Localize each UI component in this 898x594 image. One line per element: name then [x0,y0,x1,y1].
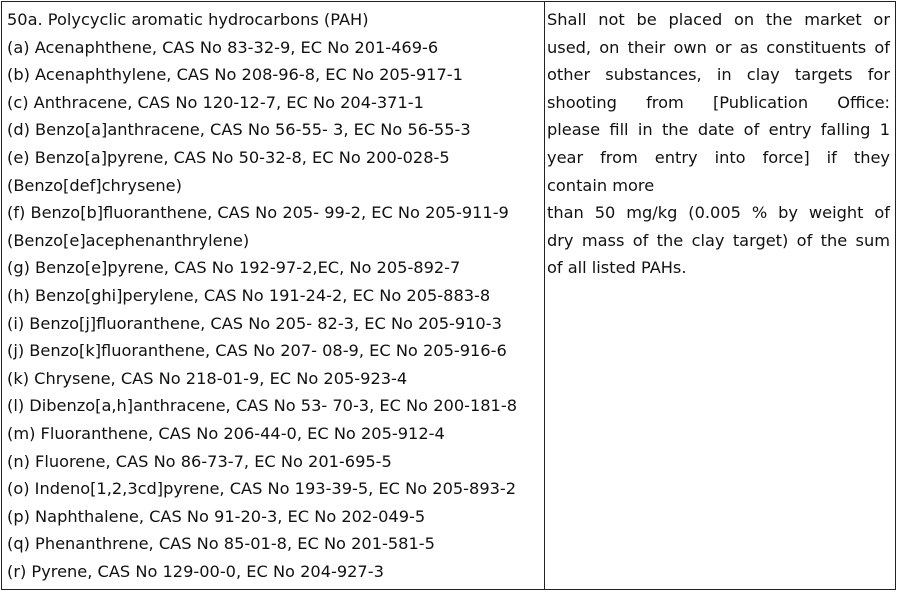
substance-line: (l) Dibenzo[a,h]anthracene, CAS No 53- 70-3, EC No 200-181-8 [7,396,517,416]
substance-line: (c) Anthracene, CAS No 120-12-7, EC No 204-371-1 [7,92,424,112]
condition-line: shooting from [Publication Office: [547,92,890,112]
condition-line: please fill in the date of entry falling 1 [547,120,890,140]
substance-line: (Benzo[e]acephenanthrylene) [7,230,250,250]
restriction-entry-table [1,1,896,590]
condition-line: used, on their own or as constituents of [547,37,890,57]
substance-line: (g) Benzo[e]pyrene, CAS No 192-97-2,EC, No 205-892-7 [7,258,461,278]
substance-line: (j) Benzo[k]fluoranthene, CAS No 207- 08-9, EC No 205-916-6 [7,341,507,361]
substance-line: (b) Acenaphthylene, CAS No 208-96-8, EC No 205-917-1 [7,65,463,85]
substance-line: (a) Acenaphthene, CAS No 83-32-9, EC No 201-469-6 [7,37,439,57]
condition-line: Shall not be placed on the market or [547,10,890,29]
substance-line: (e) Benzo[a]pyrene, CAS No 50-32-8, EC No 200-028-5 [7,147,450,167]
substance-line: (k) Chrysene, CAS No 218-01-9, EC No 205-923-4 [7,368,408,388]
substance-line: (h) Benzo[ghi]perylene, CAS No 191-24-2, EC No 205-883-8 [7,285,491,305]
condition-line: other substances, in clay targets for [547,65,890,85]
substance-line: (d) Benzo[a]anthracene, CAS No 56-55- 3, EC No 56-55-3 [7,120,471,140]
substance-line: (r) Pyrene, CAS No 129-00-0, EC No 204-927-3 [7,561,384,581]
condition-line: contain more [547,175,655,195]
substance-line: (i) Benzo[j]fluoranthene, CAS No 205- 82-3, EC No 205-910-3 [7,313,502,333]
condition-line: dry mass of the clay target) of the sum [547,230,890,250]
substance-line: (Benzo[def]chrysene) [7,175,182,195]
condition-line: of all listed PAHs. [547,258,687,278]
substance-line: (p) Naphthalene, CAS No 91-20-3, EC No 202-049-5 [7,506,426,526]
substance-column [2,2,545,589]
condition-line: than 50 mg/kg (0.005 % by weight of [547,203,890,223]
substance-line: (o) Indeno[1,2,3cd]pyrene, CAS No 193-39-5, EC No 205-893-2 [7,479,517,499]
entry-heading: 50a. Polycyclic aromatic hydrocarbons (PAH) [7,10,369,29]
substance-line: (f) Benzo[b]fluoranthene, CAS No 205- 99-2, EC No 205-911-9 [7,203,509,223]
substance-line: (n) Fluorene, CAS No 86-73-7, EC No 201-695-5 [7,451,392,471]
substance-line: (m) Fluoranthene, CAS No 206-44-0, EC No 205-912-4 [7,423,445,443]
conditions-column [545,2,895,589]
substance-line: (q) Phenanthrene, CAS No 85-01-8, EC No 201-581-5 [7,534,435,554]
condition-line: year from entry into force] if they [547,147,890,167]
